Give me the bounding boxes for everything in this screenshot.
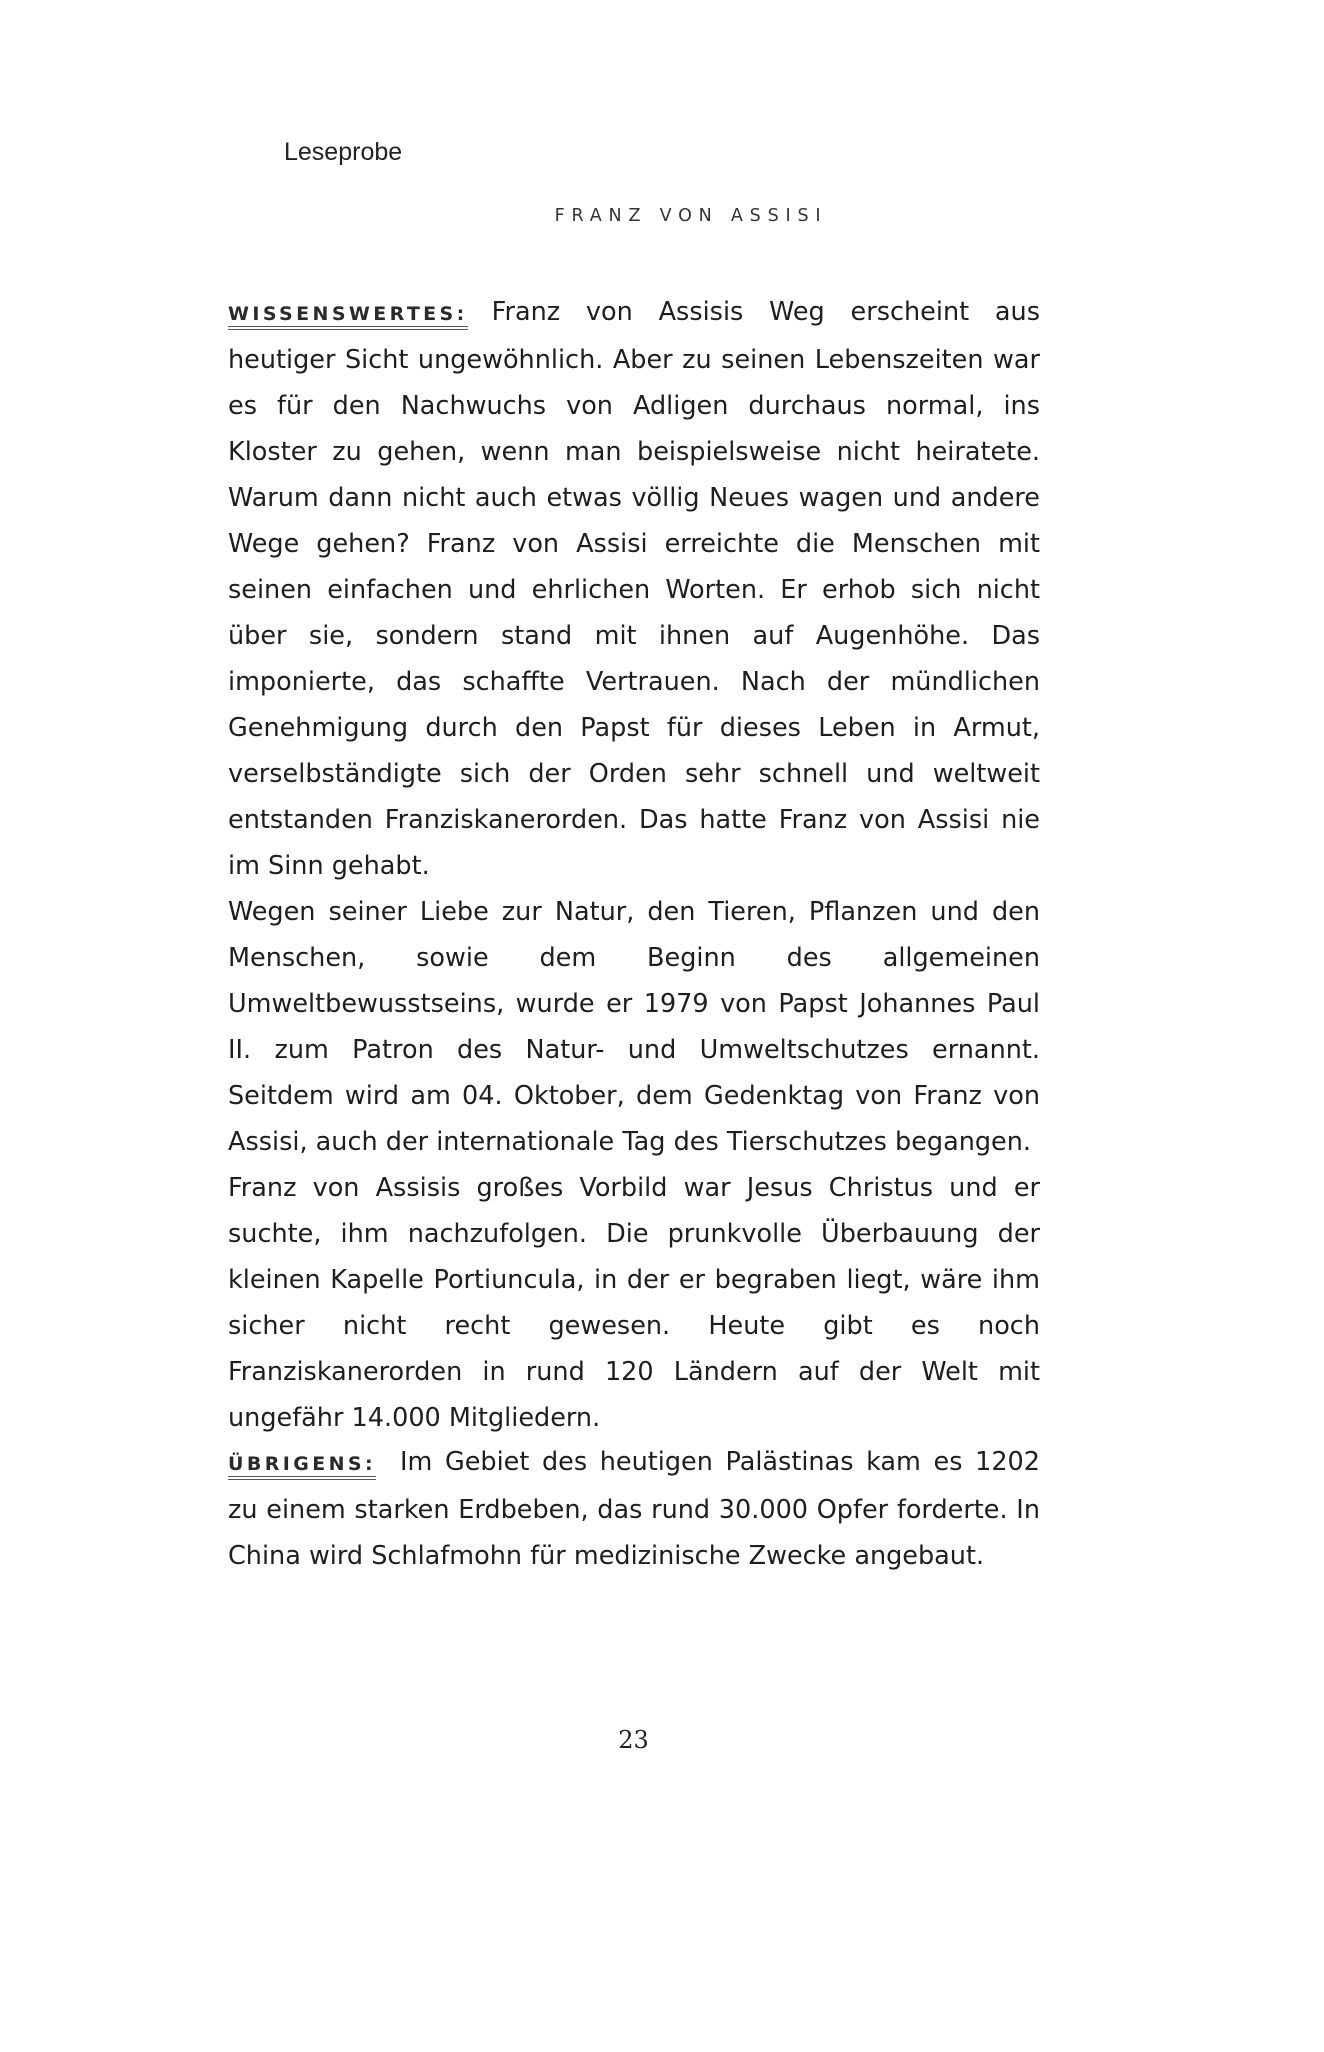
uebrigens-label: ÜBRIGENS: bbox=[228, 1453, 376, 1480]
page-number: 23 bbox=[618, 1726, 649, 1754]
wissenswertes-label: WISSENSWERTES: bbox=[228, 303, 468, 330]
uebrigens-paragraph bbox=[228, 1439, 1040, 1579]
wissenswertes-section bbox=[228, 289, 1040, 1441]
wissenswertes-paragraph-1 bbox=[228, 289, 1040, 889]
wissenswertes-paragraph-3: Franz von Assisis großes Vorbild war Jesus Christus und er suchte, ihm nachzufolgen. Die prunkvolle Überbauung der kleinen Kapelle Portiuncula, in der er begraben liegt, wäre ihm sicher nicht recht gewesen. Heute gibt es noch Franziskanerorden in rund 120 Ländern auf der Welt mit ungefähr 14.000 Mitgliedern. bbox=[228, 1173, 1040, 1433]
running-head: FRANZ VON ASSISI bbox=[554, 206, 828, 226]
wissenswertes-text-1: Franz von Assisis Weg erscheint aus heutiger Sicht ungewöhnlich. Aber zu seinen Lebenszeiten war es für den Nachwuchs von Adligen durchaus normal, ins Kloster zu gehen, wenn man beispielsweise nicht heiratete. Warum dann nicht auch etwas völlig Neues wagen und andere Wege gehen? Franz von Assisi erreichte die Menschen mit seinen einfachen und ehrlichen Worten. Er erhob sich nicht über sie, sondern stand mit ihnen auf Augenhöhe. Das imponierte, das schaffte Vertrauen. Nach der mündlichen Genehmigung durch den Papst für dieses Leben in Armut, verselbständigte sich der Orden sehr schnell und weltweit entstanden Franziskanerorden. Das hatte Franz von Assisi nie im Sinn gehabt. bbox=[228, 297, 1040, 881]
wissenswertes-paragraph-2: Wegen seiner Liebe zur Natur, den Tieren, Pflanzen und den Menschen, sowie dem Beginn des allgemeinen Umweltbewusstseins, wurde er 1979 von Papst Johannes Paul II. zum Patron des Natur- und Umweltschutzes ernannt. Seitdem wird am 04. Oktober, dem Gedenktag von Franz von Assisi, auch der internationale Tag des Tierschutzes begangen. bbox=[228, 897, 1040, 1157]
uebrigens-section bbox=[228, 1439, 1040, 1579]
uebrigens-text: Im Gebiet des heutigen Palästinas kam es 1202 zu einem starken Erdbeben, das rund 30.000 Opfer forderte. In China wird Schlafmohn für medizinische Zwecke angebaut. bbox=[228, 1447, 1040, 1571]
leseprobe-watermark: Leseprobe bbox=[284, 138, 403, 166]
